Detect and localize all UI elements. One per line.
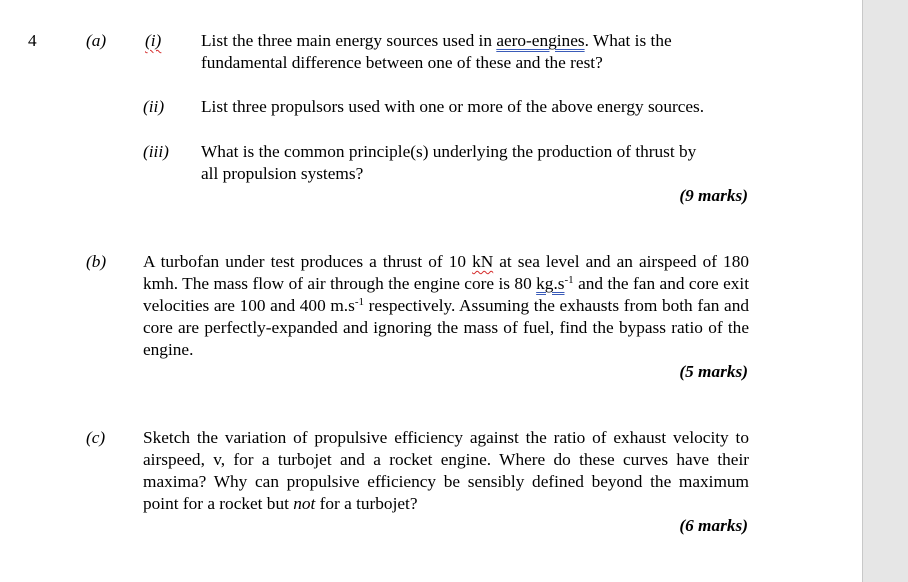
part-c-text: Sketch the variation of propulsive efficiency against the ratio of exhaust velocity to airspeed, v, for a turbojet and a rocket engine. Where do these curves have their maxima? Why can propulsive efficiency be sensibly defined beyond the maximum point for a rocket but not for a turbojet? xyxy=(143,428,749,513)
window-margin-strip xyxy=(862,0,908,582)
part-a-ii-label: (ii) xyxy=(143,97,165,116)
question-number: 4 xyxy=(28,31,37,50)
part-a-marks: (9 marks) xyxy=(679,186,748,205)
part-a-iii-label: (iii) xyxy=(143,142,169,161)
part-a-iii-text xyxy=(201,141,749,185)
part-a-ii-text: List three propulsors used with one or more of the above energy sources. xyxy=(201,97,705,116)
part-a-i-label: (i) xyxy=(145,31,162,50)
part-c-label: (c) xyxy=(86,428,106,447)
part-a-iii-line-1: What is the common principle(s) underlying the production of thrust by xyxy=(201,142,697,161)
part-b-text: A turbofan under test produces a thrust of 10 kN at sea level and an airspeed of 180 kmh. The mass flow of air through the engine core is 80 $kg.s^{-1}$ and the fan and core exit velocities are 100 and 400 $m.s^{-1}$ respectively. Assuming the exhausts from both fan and core are perfectly-expanded and ignoring the mass of fuel, find the bypass ratio of the engine. xyxy=(143,252,749,359)
unit-kgs: kg.s xyxy=(536,274,565,293)
part-a-i-line-1: List the three main energy sources used in aero-engines. What is the xyxy=(201,31,672,50)
unit-kN: kN xyxy=(472,252,494,271)
part-a-i-text xyxy=(201,30,749,74)
part-b-label: (b) xyxy=(86,252,107,271)
flagged-word: aero-engines xyxy=(496,31,585,50)
part-a-iii-line-2: all propulsion systems? xyxy=(201,164,364,183)
part-a-label: (a) xyxy=(86,31,107,50)
part-a-i-line-2: fundamental difference between one of these and the rest? xyxy=(201,53,603,72)
part-c-marks: (6 marks) xyxy=(679,516,748,535)
part-b-marks: (5 marks) xyxy=(679,362,748,381)
